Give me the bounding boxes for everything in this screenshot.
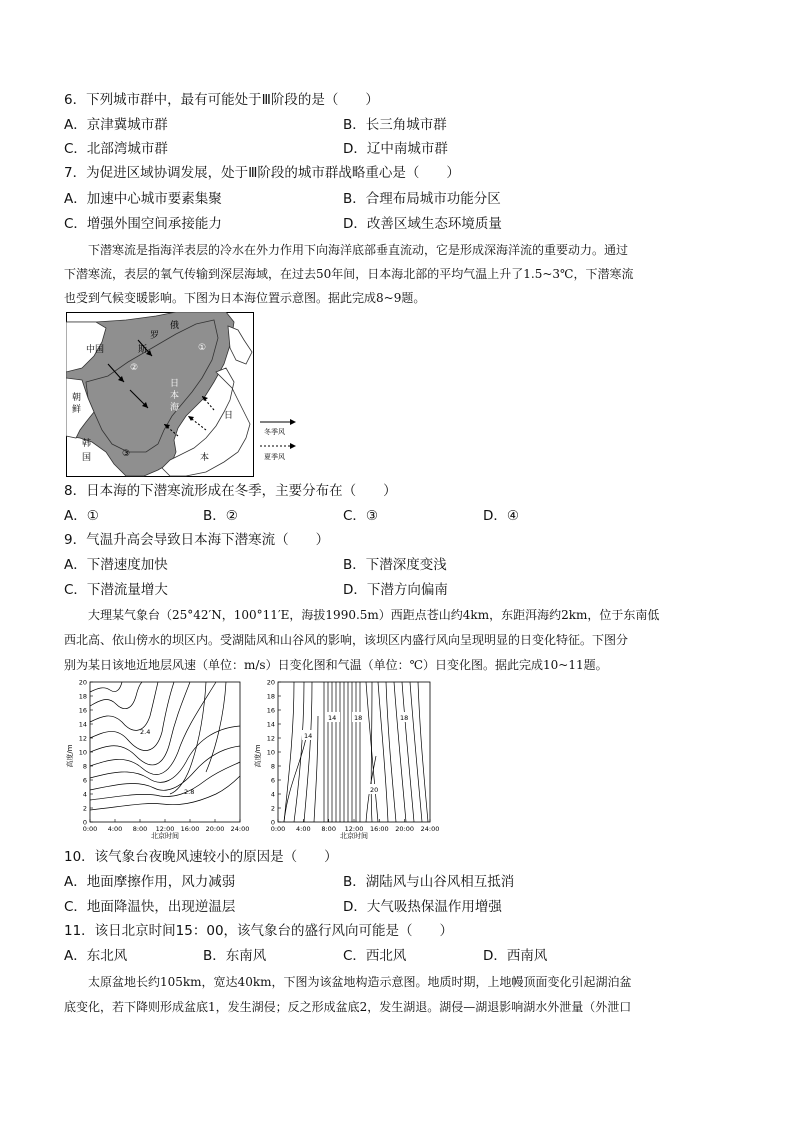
label-south-korea: 韩 <box>82 439 92 449</box>
temp-ytick-label: 16 <box>266 706 275 715</box>
label-japan: 日 <box>224 411 234 421</box>
wind-xtick-label: 16:00 <box>180 825 200 833</box>
legend-winter-arrowhead <box>290 419 296 425</box>
temp-ytick-label: 2 <box>270 804 275 813</box>
temp-contour-label: 14 <box>328 714 337 722</box>
q11-option-c[interactable]: C．西北风 <box>343 948 407 964</box>
temp-xtick-label: 20:00 <box>395 825 415 833</box>
wind-speed-chart <box>66 676 252 842</box>
wind-ytick-label: 8 <box>82 762 87 771</box>
zone-2: ② <box>130 363 139 373</box>
wind-contour-label: 2.8 <box>184 788 195 796</box>
temp-ytick-label: 10 <box>266 748 275 757</box>
wind-ytick-label: 4 <box>82 790 87 799</box>
temp-ytick-label: 20 <box>266 678 275 687</box>
temp-contour-label: 18 <box>354 714 363 722</box>
temp-xtick-label: 24:00 <box>420 825 440 833</box>
passage2-line: 别为某日该地近地层风速（单位：m/s）日变化图和气温（单位：℃）日变化图。据此完成10~11题。 <box>64 658 608 672</box>
temp-contour-label: 20 <box>370 786 379 794</box>
label-russia: 罗 <box>150 331 160 341</box>
passage3-line: 太原盆地长约105km，宽达40km，下图为该盆地构造示意图。地质时期，上地幔顶面变化引起湖泊盆 <box>64 975 632 989</box>
zone-1: ① <box>198 343 207 353</box>
label-japan-sea: 本 <box>170 391 180 401</box>
q9-option-b[interactable]: B．下潜深度变浅 <box>343 557 447 573</box>
label-russia: 斯 <box>138 345 148 355</box>
wind-ytick-label: 6 <box>82 776 87 785</box>
q6-option-a[interactable]: A．京津冀城市群 <box>64 117 168 133</box>
q11-stem: 11．该日北京时间15：00，该气象台的盛行风向可能是（ ） <box>64 923 454 939</box>
temp-xtick-label: 4:00 <box>296 825 311 833</box>
q7-option-a[interactable]: A．加速中心城市要素集聚 <box>64 191 222 207</box>
passage1-line: 下潜寒流，表层的氧气传输到深层海域，在过去50年间，日本海北部的平均气温上升了1.5~3℃，下潜寒流 <box>64 267 634 281</box>
q6-stem: 6．下列城市群中，最有可能处于Ⅲ阶段的是（ ） <box>64 92 379 108</box>
temp-ytick-label: 6 <box>270 776 275 785</box>
temp-plot-frame <box>278 682 430 822</box>
temp-ytick-label: 0 <box>270 818 275 827</box>
temp-ytick-label: 14 <box>266 720 275 729</box>
wind-xlabel: 北京时间 <box>151 832 179 840</box>
wind-ytick-label: 16 <box>78 706 87 715</box>
wind-ytick-label: 12 <box>78 734 87 743</box>
wind-xtick-label: 12:00 <box>155 825 175 833</box>
q11-option-b[interactable]: B．东南风 <box>203 948 267 964</box>
temp-ytick-label: 18 <box>266 692 275 701</box>
wind-ytick-label: 20 <box>78 678 87 687</box>
q8-stem: 8．日本海的下潜寒流形成在冬季，主要分布在（ ） <box>64 483 397 499</box>
label-russia: 俄 <box>170 321 180 331</box>
wind-xtick-label: 8:00 <box>132 825 148 833</box>
q11-option-d[interactable]: D．西南风 <box>483 948 548 964</box>
japan-sea-map <box>66 312 298 478</box>
wind-ylabel: 高度/m <box>66 744 74 768</box>
wind-plot-frame <box>90 682 240 822</box>
q8-option-d[interactable]: D．④ <box>483 508 519 524</box>
q7-option-d[interactable]: D．改善区域生态环境质量 <box>343 216 502 232</box>
q7-option-b[interactable]: B．合理布局城市功能分区 <box>343 191 501 207</box>
wind-ytick-label: 14 <box>78 720 87 729</box>
q6-option-b[interactable]: B．长三角城市群 <box>343 117 447 133</box>
wind-contour-label: 2.4 <box>140 728 151 736</box>
wind-xtick-label: 20:00 <box>205 825 225 833</box>
q9-stem: 9．气温升高会导致日本海下潜寒流（ ） <box>64 532 330 548</box>
wind-xtick-label: 24:00 <box>230 825 250 833</box>
wind-ytick-label: 18 <box>78 692 87 701</box>
q10-option-c[interactable]: C．地面降温快，出现逆温层 <box>64 899 236 915</box>
temp-ytick-label: 12 <box>266 734 275 743</box>
q8-option-a[interactable]: A．① <box>64 508 99 524</box>
label-china: 中国 <box>86 345 105 355</box>
wind-ytick-label: 0 <box>82 818 87 827</box>
wind-ytick-label: 10 <box>78 748 87 757</box>
temp-xtick-label: 8:00 <box>321 825 336 833</box>
passage1-line: 下潜寒流是指海洋表层的冷水在外力作用下向海洋底部垂直流动，它是形成深海洋流的重要动力。通过 <box>64 243 629 257</box>
wind-xtick-label: 4:00 <box>107 825 123 833</box>
temp-contour-label: 18 <box>400 714 409 722</box>
temp-xlabel: 北京时间 <box>340 832 368 840</box>
temp-xtick-label: 16:00 <box>369 825 389 833</box>
q9-option-a[interactable]: A．下潜速度加快 <box>64 557 168 573</box>
label-north-korea: 鲜 <box>72 405 82 415</box>
zone-4: ④ <box>198 413 207 423</box>
q11-option-a[interactable]: A．东北风 <box>64 948 128 964</box>
q8-option-c[interactable]: C．③ <box>343 508 379 524</box>
legend-winter-label: 冬季风 <box>264 428 285 436</box>
temp-ytick-label: 8 <box>270 762 275 771</box>
temp-contour-label: 14 <box>304 732 313 740</box>
zone-3: ③ <box>122 449 131 459</box>
q6-option-d[interactable]: D．辽中南城市群 <box>343 141 448 157</box>
q8-option-b[interactable]: B．② <box>203 508 238 524</box>
q7-stem: 7．为促进区域协调发展，处于Ⅲ阶段的城市群战略重心是（ ） <box>64 165 460 181</box>
label-north-korea: 朝 <box>72 393 82 403</box>
label-south-korea: 国 <box>82 453 92 463</box>
temp-xtick-label: 12:00 <box>344 825 364 833</box>
q10-stem: 10．该气象台夜晚风速较小的原因是（ ） <box>64 849 338 865</box>
temp-xtick-label: 0:00 <box>270 825 286 833</box>
q10-option-b[interactable]: B．湖陆风与山谷风相互抵消 <box>343 874 515 890</box>
temp-ytick-label: 4 <box>270 790 275 799</box>
wind-ytick-label: 2 <box>82 804 87 813</box>
passage3-line: 底变化，若下降则形成盆底1，发生湖侵；反之形成盆底2，发生湖退。湖侵—湖退影响湖水外泄量（外泄口 <box>64 1000 632 1014</box>
label-japan: 本 <box>200 453 210 463</box>
passage2-line: 西北高、依山傍水的坝区内。受湖陆风和山谷风的影响，该坝区内盛行风向呈现明显的日变化特征。下图分 <box>64 633 629 647</box>
label-japan-sea: 海 <box>170 403 180 413</box>
q9-option-d[interactable]: D．下潜方向偏南 <box>343 582 448 598</box>
q10-option-d[interactable]: D．大气吸热保温作用增强 <box>343 899 502 915</box>
q9-option-c[interactable]: C．下潜流量增大 <box>64 582 168 598</box>
legend-summer-arrowhead <box>290 443 296 449</box>
q7-option-c[interactable]: C．增强外围空间承接能力 <box>64 216 222 232</box>
q6-option-c[interactable]: C．北部湾城市群 <box>64 141 168 157</box>
passage2-line: 大理某气象台（25°42′N，100°11′E，海拔1990.5m）西距点苍山约4km，东距洱海约2km，位于东南低 <box>64 608 660 622</box>
label-japan-sea: 日 <box>170 379 180 389</box>
q10-option-a[interactable]: A．地面摩擦作用，风力减弱 <box>64 874 236 890</box>
temp-ylabel: 高度/m <box>254 744 262 768</box>
temperature-chart <box>254 676 444 842</box>
wind-xtick-label: 0:00 <box>82 825 98 833</box>
passage1-line: 也受到气候变暖影响。下图为日本海位置示意图。据此完成8~9题。 <box>64 291 426 305</box>
legend-summer-label: 夏季风 <box>264 453 285 461</box>
